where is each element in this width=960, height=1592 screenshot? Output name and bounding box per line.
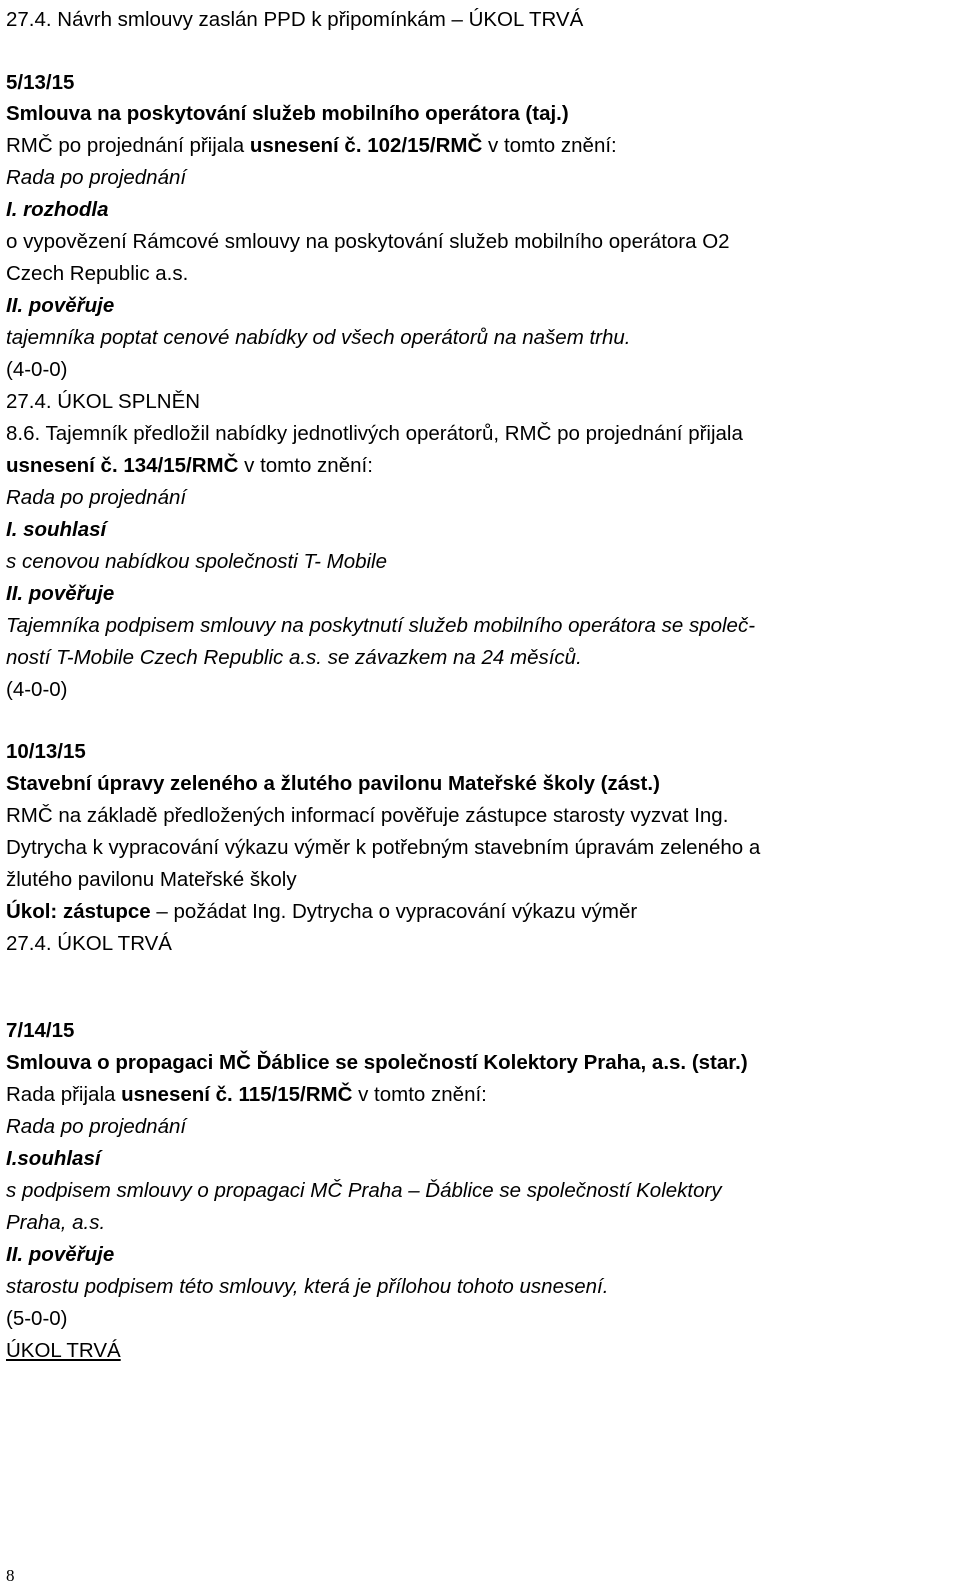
status-line: 27.4. ÚKOL TRVÁ bbox=[6, 932, 172, 955]
council-line: Rada po projednání bbox=[6, 486, 187, 509]
body-text: žlutého pavilonu Mateřské školy bbox=[6, 868, 297, 891]
point-heading: II. pověřuje bbox=[6, 294, 115, 317]
status-line: ÚKOL TRVÁ bbox=[6, 1339, 121, 1362]
point-text: Praha, a.s. bbox=[6, 1211, 106, 1234]
text: v tomto znění: bbox=[352, 1083, 487, 1106]
task-line bbox=[6, 900, 637, 924]
resolution-line bbox=[6, 134, 617, 158]
point-text: tajemníka poptat cenové nabídky od všech operátorů na našem trhu. bbox=[6, 326, 631, 349]
item-title: Stavební úpravy zeleného a žlutého pavilonu Mateřské školy (zást.) bbox=[6, 772, 660, 795]
body-text: RMČ na základě předložených informací pověřuje zástupce starosty vyzvat Ing. bbox=[6, 804, 729, 827]
point-heading: I. souhlasí bbox=[6, 518, 107, 541]
status-line: 8.6. Tajemník předložil nabídky jednotlivých operátorů, RMČ po projednání přijala bbox=[6, 422, 743, 445]
text: v tomto znění: bbox=[238, 454, 373, 477]
point-heading: I.souhlasí bbox=[6, 1147, 101, 1170]
resolution-line bbox=[6, 454, 373, 478]
point-text: Czech Republic a.s. bbox=[6, 262, 189, 285]
point-text: s podpisem smlouvy o propagaci MČ Praha – Ďáblice se společností Kolektory bbox=[6, 1179, 722, 1202]
point-text: starostu podpisem této smlouvy, která je přílohou tohoto usnesení. bbox=[6, 1275, 609, 1298]
vote-result: (5-0-0) bbox=[6, 1307, 68, 1330]
status-line: 27.4. ÚKOL SPLNĚN bbox=[6, 390, 201, 413]
item-number: 7/14/15 bbox=[6, 1019, 75, 1042]
task-label: Úkol: zástupce bbox=[6, 900, 151, 923]
point-heading: II. pověřuje bbox=[6, 582, 115, 605]
item-title: Smlouva na poskytování služeb mobilního operátora (taj.) bbox=[6, 102, 569, 125]
point-text: s cenovou nabídkou společnosti T- Mobile bbox=[6, 550, 388, 573]
body-text: Dytrycha k vypracování výkazu výměr k potřebným stavebním úpravám zeleného a bbox=[6, 836, 761, 859]
page-number: 8 bbox=[6, 1566, 15, 1585]
council-line: Rada po projednání bbox=[6, 1115, 187, 1138]
task-text: – požádat Ing. Dytrycha o vypracování výkazu výměr bbox=[150, 900, 638, 923]
item-title: Smlouva o propagaci MČ Ďáblice se společností Kolektory Praha, a.s. (star.) bbox=[6, 1051, 748, 1074]
text: Rada přijala bbox=[6, 1083, 122, 1106]
status-line: 27.4. Návrh smlouvy zaslán PPD k připomínkám – ÚKOL TRVÁ bbox=[6, 8, 584, 31]
vote-result: (4-0-0) bbox=[6, 678, 68, 701]
point-text: o vypovězení Rámcové smlouvy na poskytování služeb mobilního operátora O2 bbox=[6, 230, 730, 253]
resolution-line bbox=[6, 1083, 487, 1107]
vote-result: (4-0-0) bbox=[6, 358, 68, 381]
resolution-ref: usnesení č. 102/15/RMČ bbox=[249, 134, 483, 157]
point-text: Tajemníka podpisem smlouvy na poskytnutí služeb mobilního operátora se společ- bbox=[6, 614, 756, 637]
text: RMČ po projednání přijala bbox=[6, 134, 250, 157]
resolution-ref: usnesení č. 115/15/RMČ bbox=[121, 1083, 353, 1106]
item-number: 10/13/15 bbox=[6, 740, 86, 763]
council-line: Rada po projednání bbox=[6, 166, 187, 189]
point-text: ností T-Mobile Czech Republic a.s. se závazkem na 24 měsíců. bbox=[6, 646, 582, 669]
point-heading: I. rozhodla bbox=[6, 198, 109, 221]
point-heading: II. pověřuje bbox=[6, 1243, 115, 1266]
text: v tomto znění: bbox=[482, 134, 617, 157]
resolution-ref: usnesení č. 134/15/RMČ bbox=[6, 454, 239, 477]
item-number: 5/13/15 bbox=[6, 71, 75, 94]
